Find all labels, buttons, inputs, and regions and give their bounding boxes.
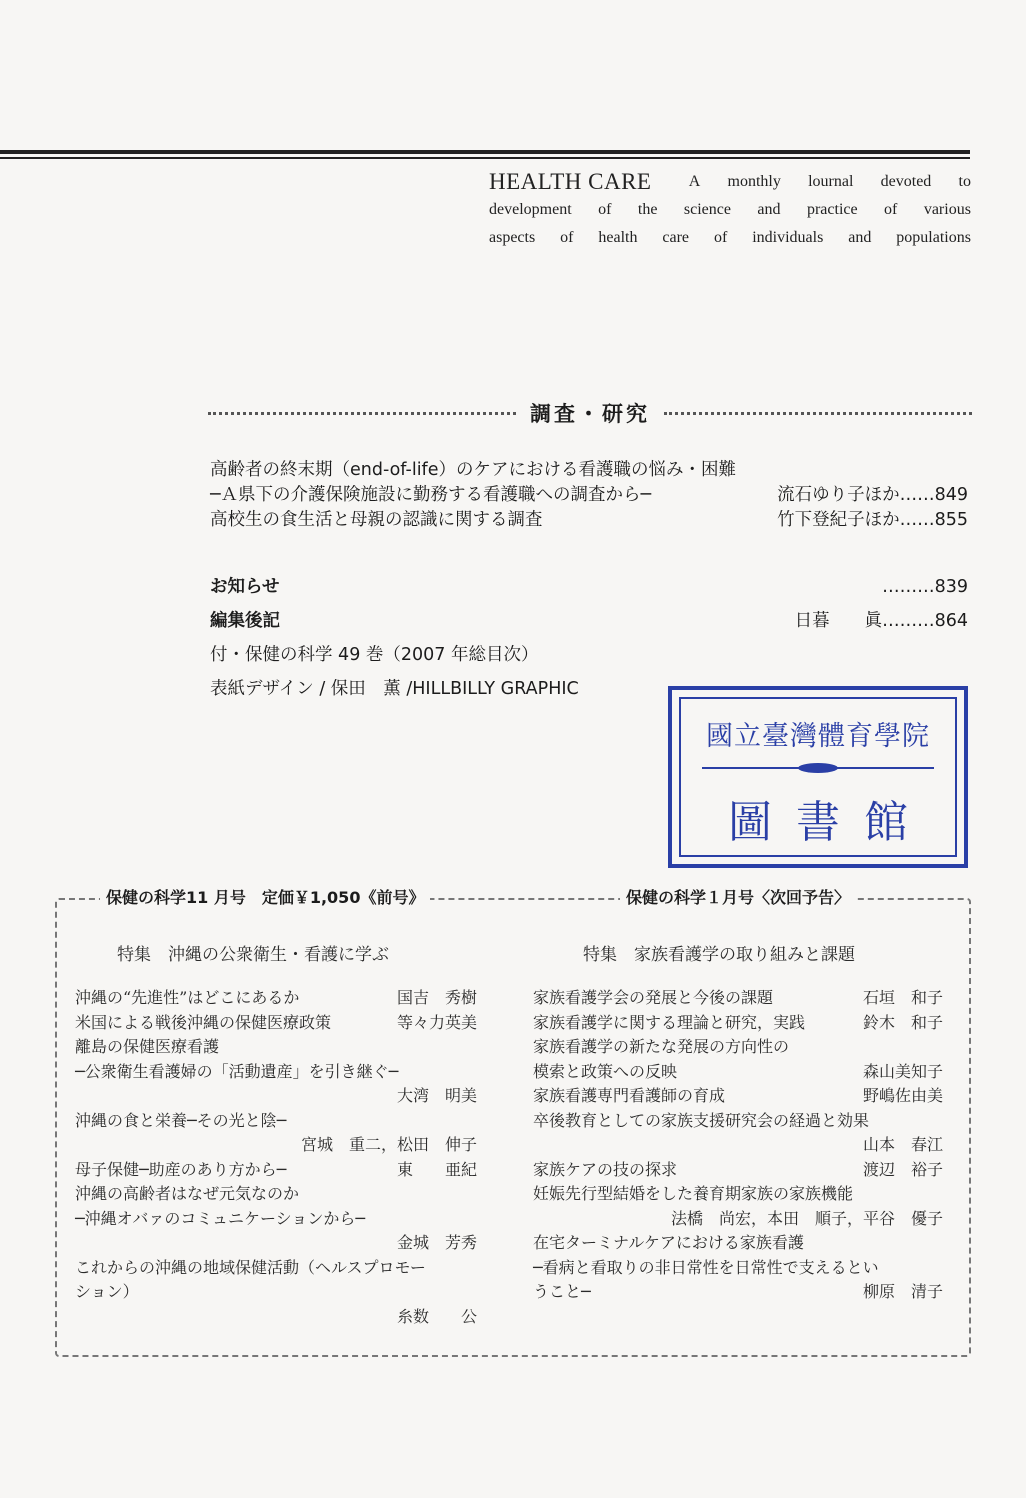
journal-line-1: HEALTH CARE A monthly lournal devoted to <box>489 169 971 194</box>
research-item[interactable]: 高校生の食生活と母親の認識に関する調査 竹下登紀子ほか……855 <box>210 510 968 530</box>
stamp-line-2: 圖書館 <box>728 797 932 848</box>
library-stamp <box>668 686 968 868</box>
list-item: 法橋 尚宏，本田 順子，平谷 優子 <box>670 1208 943 1228</box>
list-item: 離島の保健医療看護 <box>75 1037 220 1056</box>
list-item: 母子保健─助産のあり方から─ 東 亜紀 <box>75 1159 477 1179</box>
next-issue-label: 保健の科学１月号〈次回予告〉 <box>620 885 856 908</box>
section-title: 調査・研究 <box>530 402 650 426</box>
dotted-divider <box>208 412 516 415</box>
list-item: 米国による戦後沖縄の保健医療政策 等々力英美 <box>75 1012 477 1032</box>
next-issue-column <box>533 940 943 1304</box>
dotted-divider <box>664 412 972 415</box>
list-item: うこと─ 柳原 清子 <box>533 1282 943 1301</box>
notice-item[interactable]: 編集後記 日暮 眞………864 <box>210 611 968 631</box>
journal-name: HEALTH CARE <box>489 169 652 194</box>
list-item: ション） <box>75 1282 139 1301</box>
prev-issue-column <box>75 940 477 1328</box>
list-item: 糸数 公 <box>396 1306 477 1326</box>
research-item[interactable]: ─Ａ県下の介護保険施設に勤務する看護職への調査から─ 流石ゆり子ほか……849 <box>210 485 968 505</box>
list-item: ─沖縄オバァのコミュニケーションから─ <box>75 1208 365 1228</box>
list-item: 沖縄の食と栄養─その光と陰─ <box>75 1110 287 1130</box>
stamp-ornament <box>702 767 934 769</box>
list-item: 宮城 重二，松田 伸子 <box>300 1135 477 1154</box>
list-item: 卒後教育としての家族支援研究会の経過と効果 <box>533 1110 870 1130</box>
journal-description <box>489 168 971 252</box>
prev-issue-label: 保健の科学11 月号 定価￥1,050《前号》 <box>100 885 430 908</box>
list-item: 沖縄の高齢者はなぜ元気なのか <box>75 1184 300 1203</box>
header-rule-thin <box>0 157 970 159</box>
next-feature: 特集 家族看護学の取り組みと課題 <box>583 945 855 965</box>
extra-line: 付・保健の科学 49 巻（2007 年総目次） <box>210 645 539 665</box>
list-item: ─看病と看取りの非日常性を日常性で支えるとい <box>533 1257 879 1277</box>
notice-item[interactable]: お知らせ ………839 <box>210 577 968 597</box>
stamp-line-1: 國立臺灣體育學院 <box>706 721 930 752</box>
list-item: 妊娠先行型結婚をした養育期家族の家族機能 <box>533 1184 854 1203</box>
list-item: 大湾 明美 <box>396 1086 477 1105</box>
list-item: 金城 芳秀 <box>396 1233 477 1252</box>
header-rule <box>0 150 970 154</box>
journal-line-3: aspects of health care of individuals and populations <box>489 229 971 246</box>
list-item: ─公衆衛生看護婦の「活動遺産」を引き継ぐ─ <box>75 1061 399 1081</box>
list-item: これからの沖縄の地域保健活動（ヘルスプロモー <box>75 1257 426 1277</box>
list-item: 家族看護専門看護師の育成 野嶋佐由美 <box>533 1086 943 1105</box>
section-heading <box>208 398 972 428</box>
list-item: 山本 春江 <box>862 1135 943 1154</box>
extra-line: 表紙デザイン / 保田 薫 /HILLBILLY GRAPHIC <box>210 679 579 699</box>
research-item[interactable]: 高齢者の終末期（end-of-life）のケアにおける看護職の悩み・困難 <box>210 460 736 480</box>
list-item: 家族看護学の新たな発展の方向性の <box>533 1037 790 1056</box>
prev-feature: 特集 沖縄の公衆衛生・看護に学ぶ <box>117 945 389 965</box>
list-item: 在宅ターミナルケアにおける家族看護 <box>533 1233 804 1252</box>
research-list <box>210 456 968 531</box>
list-item: 家族ケアの技の探求 渡辺 裕子 <box>533 1159 943 1179</box>
journal-line-2: development of the science and practice of various <box>489 201 971 218</box>
list-item: 家族看護学に関する理論と研究，実践 鈴木 和子 <box>533 1012 943 1032</box>
list-item: 模索と政策への反映 森山美知子 <box>533 1061 943 1081</box>
list-item: 家族看護学会の発展と今後の課題 石垣 和子 <box>533 988 943 1007</box>
list-item: 沖縄の“先進性”はどこにあるか 国吉 秀樹 <box>75 988 477 1007</box>
